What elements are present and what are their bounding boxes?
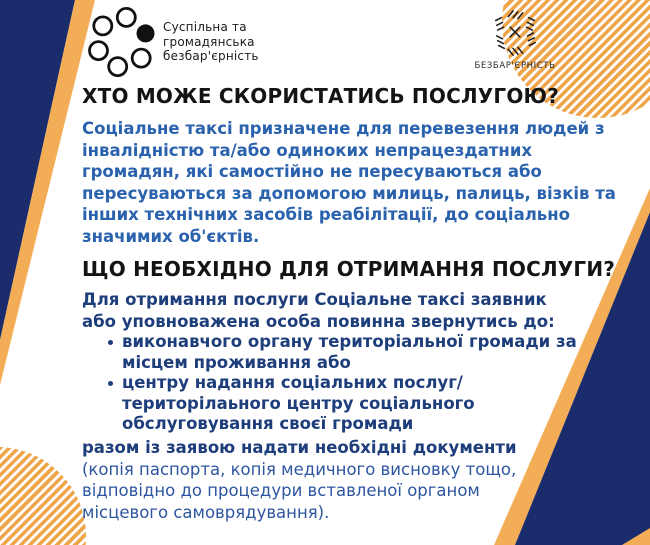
org-logo-text-line: громадянська bbox=[163, 34, 255, 49]
org-logo-circles-icon bbox=[88, 6, 156, 78]
body-line: пересуваються за допомогою милиць, палиць, візків та bbox=[82, 183, 616, 203]
bullet-text bbox=[122, 373, 475, 435]
bullet-dot-icon bbox=[108, 381, 113, 386]
bullet-list bbox=[82, 332, 627, 435]
bullet-item bbox=[108, 373, 627, 435]
body-line: виконавчого органу територіальної громади за bbox=[122, 332, 577, 351]
body-line: Соціальне таксі призначене для перевезення людей з bbox=[82, 119, 605, 138]
body-line: відповідно до процедури вставленої органом bbox=[82, 481, 480, 500]
body-line: центру надання соціальних послуг/ bbox=[122, 373, 463, 392]
body-line: місцевого самоврядування). bbox=[82, 502, 330, 522]
bezbarjernist-mark-icon bbox=[487, 8, 543, 58]
body-line: або уповноважена особа повинна звернутись до: bbox=[82, 311, 555, 331]
body-line: інших технічних засобів реабілітації, до соціально bbox=[82, 205, 570, 224]
body-line: інвалідністю та/або одиноких непрацездатних bbox=[82, 140, 533, 160]
section1-heading: ХТО МОЖЕ СКОРИСТАТИСЬ ПОСЛУГОЮ? bbox=[82, 84, 560, 108]
section2-heading: ЩО НЕОБХІДНО ДЛЯ ОТРИМАННЯ ПОСЛУГИ? bbox=[82, 257, 616, 281]
body-line: (копія паспорта, копія медичного висновку тощо, bbox=[82, 459, 517, 479]
brand-label: БЕЗБАР'ЄРНІСТЬ bbox=[474, 61, 556, 71]
brand-logo bbox=[455, 8, 575, 71]
content bbox=[82, 84, 627, 523]
org-logo bbox=[88, 6, 259, 78]
body-line: обслуговування своєї громади bbox=[122, 414, 414, 433]
bullet-text bbox=[122, 332, 577, 373]
section2-intro bbox=[82, 289, 627, 332]
body-line: Для отримання послуги Соціальне таксі заявник bbox=[82, 290, 547, 309]
org-logo-text bbox=[163, 20, 259, 64]
section2-note bbox=[82, 459, 627, 524]
body-line: значимих об'єктів. bbox=[82, 226, 260, 246]
bullet-item bbox=[108, 332, 627, 373]
org-logo-text-line: Суспільна та bbox=[163, 20, 247, 35]
body-line: територілаьного центру соціального bbox=[122, 393, 475, 413]
org-logo-text-line: безбар'єрність bbox=[163, 49, 259, 64]
section2-emphasis: разом із заявою надати необхідні документи bbox=[82, 437, 517, 457]
bullet-dot-icon bbox=[108, 340, 113, 345]
body-line: місцем проживання або bbox=[122, 352, 351, 372]
section1-body bbox=[82, 118, 627, 247]
body-line: громадян, які самостійно не пересуваються або bbox=[82, 162, 542, 181]
